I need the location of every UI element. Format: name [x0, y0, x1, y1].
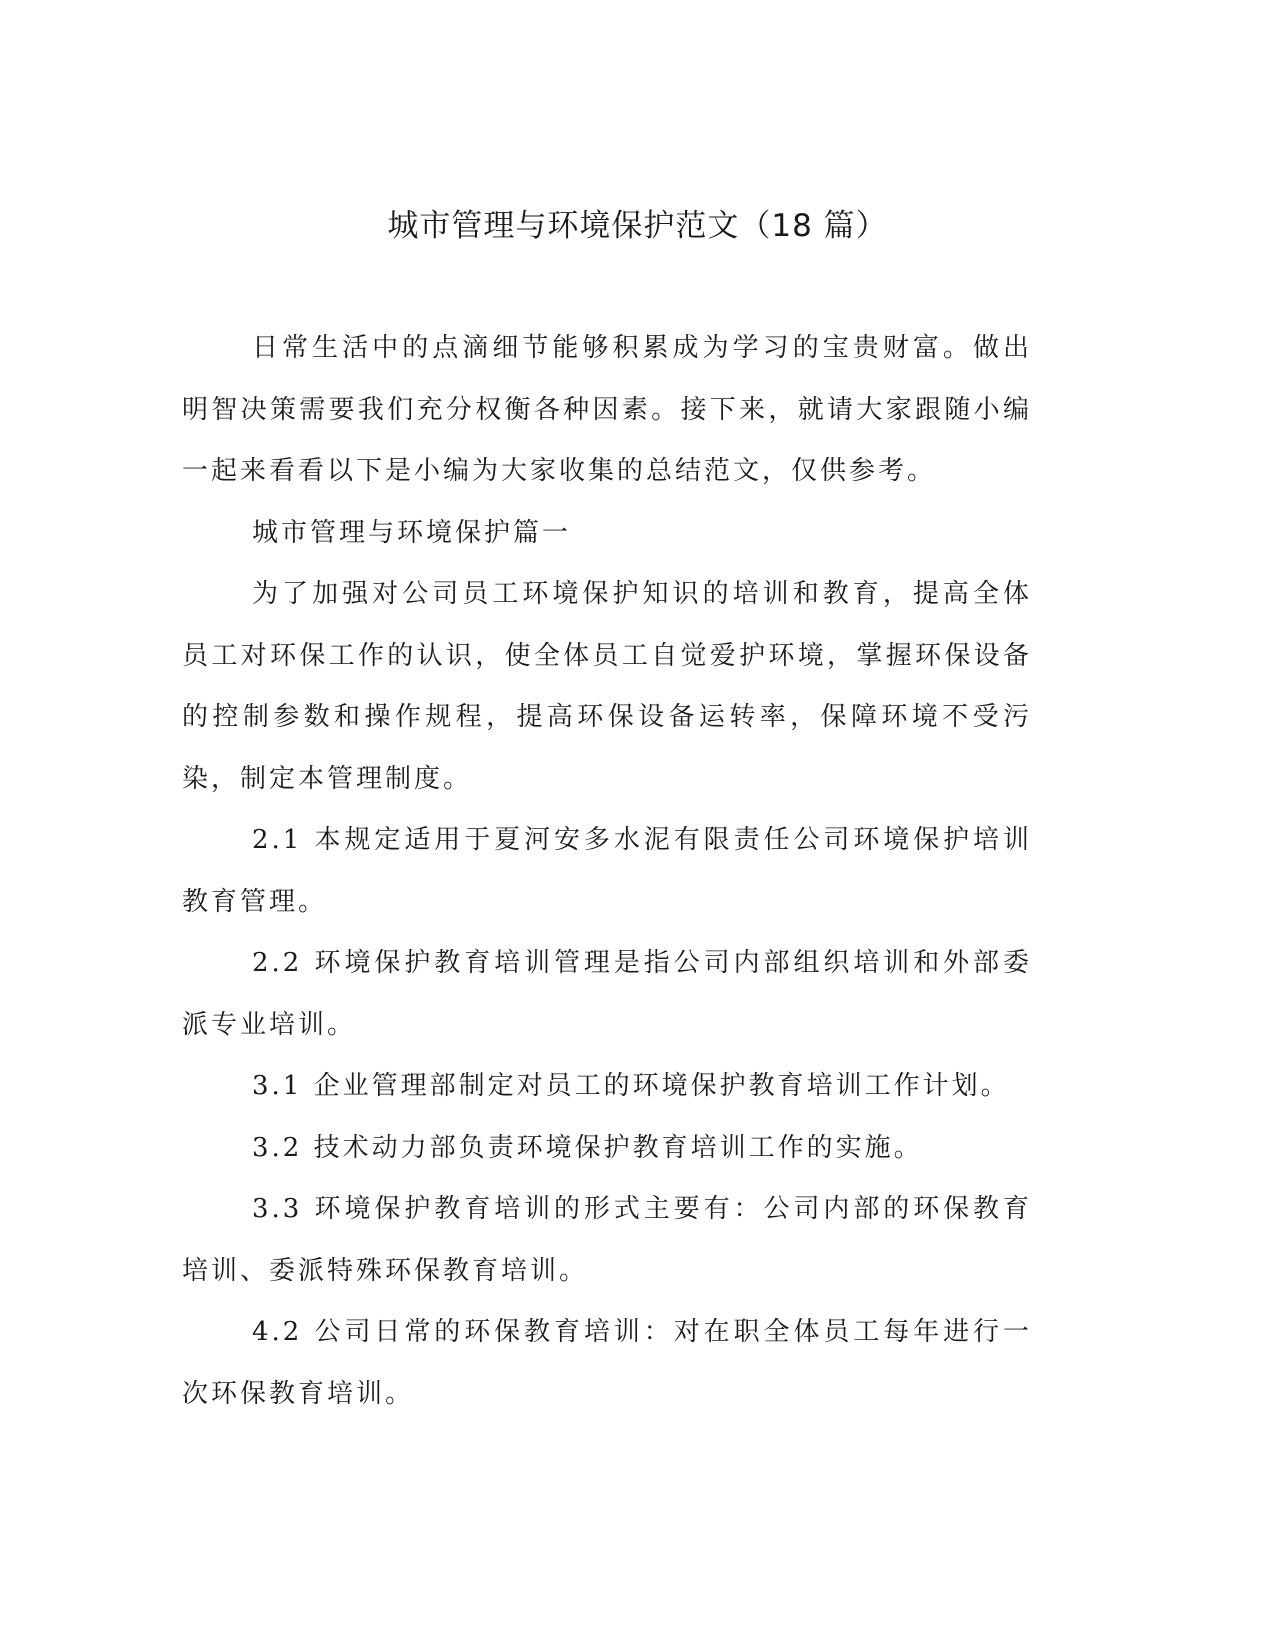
clause-2-2: 2.2 环境保护教育培训管理是指公司内部组织培训和外部委派专业培训。: [182, 948, 1032, 1040]
clause-3-1: 3.1 企业管理部制定对员工的环境保护教育培训工作计划。: [252, 1071, 1010, 1101]
clause-4-2: 4.2 公司日常的环保教育培训：对在职全体员工每年进行一次环保教育培训。: [182, 1317, 1032, 1409]
intro-paragraph: 日常生活中的点滴细节能够积累成为学习的宝贵财富。做出明智决策需要我们充分权衡各种因素。接下来，就请大家跟随小编一起来看看以下是小编为大家收集的总结范文，仅供参考。: [182, 333, 1032, 486]
clause-3-2: 3.2 技术动力部负责环境保护教育培训工作的实施。: [252, 1132, 923, 1163]
purpose-paragraph: 为了加强对公司员工环境保护知识的培训和教育，提高全体员工对环保工作的认识，使全体员工自觉爱护环境，掌握环保设备的控制参数和操作规程，提高环保设备运转率，保障环境不受污染，制定本管理制度。: [182, 579, 1032, 794]
section-heading: 城市管理与环境保护篇一: [252, 517, 572, 548]
document-title: 城市管理与环境保护范文（18 篇）: [387, 208, 888, 244]
clause-3-3: 3.3 环境保护教育培训的形式主要有：公司内部的环保教育培训、委派特殊环保教育培训。: [182, 1194, 1032, 1286]
document-body: [182, 318, 1032, 1425]
clause-2-1: 2.1 本规定适用于夏河安多水泥有限责任公司环境保护培训教育管理。: [182, 825, 1032, 917]
